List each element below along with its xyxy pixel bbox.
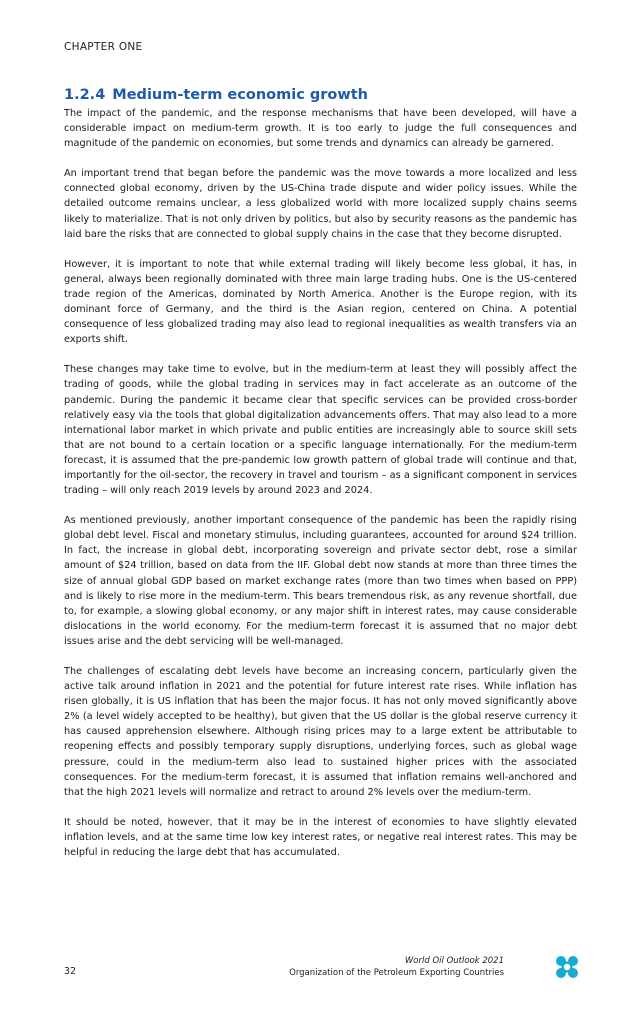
organization-name: Organization of the Petroleum Exporting Countries bbox=[289, 968, 504, 978]
paragraph-6: The challenges of escalating debt levels have become an increasing concern, particularly given the active talk around inflation in 2021 and the potential for future interest rate rises. While inflation has risen globally, it is US inflation that has been the major focus. It has not only moved significantly above 2% (a level widely accepted to be healthy), but given that the US dollar is the global reserve currency it has caused apprehension elsewhere. Although rising prices may to a large extent be attributable to reopening effects and possibly temporary supply disruptions, underlying forces, such as global wage pressure, could in the medium-term also lead to sustained higher prices with the associated consequences. For the medium-term forecast, it is assumed that inflation remains well-anchored and that the high 2021 levels will normalize and retract to around 2% levels over the medium-term. bbox=[64, 666, 577, 798]
paragraph-3: However, it is important to note that while external trading will likely become less global, it has, in general, always been regionally dominated with three main large trading hubs. One is the US-centered trade region of the Americas, dominated by North America. Another is the Europe region, with its dominant force of Germany, and the third is the Asian region, centered on China. A potential consequence of less globalized trading may also lead to regional inequalities as wealth transfers via an exports shift. bbox=[64, 258, 577, 346]
body-text bbox=[64, 106, 577, 875]
opec-logo-icon bbox=[555, 955, 579, 979]
section-heading bbox=[64, 87, 368, 103]
page-number: 32 bbox=[64, 966, 77, 977]
paragraph-7: It should be noted, however, that it may be in the interest of economies to have slightly elevated inflation levels, and at the same time low key interest rates, or negative real interest rates. This may be helpful in reducing the large debt that has accumulated. bbox=[64, 816, 577, 859]
section-number: 1.2.4 bbox=[64, 87, 106, 103]
paragraph-4: These changes may take time to evolve, but in the medium-term at least they will possibly affect the trading of goods, while the global trading in services may in fact accelerate as an outcome of the pandemic. During the pandemic it became clear that specific services can be provided cross-border relatively easy via the tools that global digitalization advancements offers. That may also lead to a more international labor market in which private and public entities are increasingly able to source skill sets that are not bound to a certain location or a specific language internationally. For the medium-term forecast, it is assumed that the pre-pandemic low growth pattern of global trade will continue and that, importantly for the oil-sector, the recovery in travel and tourism – as a significant component in services trading – will only reach 2019 levels by around 2023 and 2024. bbox=[64, 364, 577, 497]
opec-logo-graphic bbox=[555, 955, 579, 979]
paragraph-2: An important trend that began before the pandemic was the move towards a more localized and less connected global economy, driven by the US-China trade dispute and wider policy issues. While the detailed outcome remains unclear, a less globalized world with more localized supply chains seems likely to materialize. That is not only driven by politics, but also by security reasons as the pandemic has laid bare the risks that are connected to global supply chains in the case that they become disrupted. bbox=[64, 168, 577, 240]
paragraph-1: The impact of the pandemic, and the response mechanisms that have been developed, will have a considerable impact on medium-term growth. It is too early to judge the full consequences and magnitude of the pandemic on economies, but some trends and dynamics can already be garnered. bbox=[64, 108, 577, 150]
footer-publication bbox=[289, 955, 504, 979]
chapter-label: CHAPTER ONE bbox=[64, 41, 143, 53]
paragraph-5: As mentioned previously, another important consequence of the pandemic has been the rapidly rising global debt level. Fiscal and monetary stimulus, including guarantees, accounted for around $24 trillion. In fact, the increase in global debt, incorporating sovereign and private sector debt, rose a similar amount of $24 trillion, based on data from the IIF. Global debt now stands at more than three times the size of annual global GDP based on market exchange rates (more than two times when based on PPP) and is likely to rise more in the medium-term. This bears tremendous risk, as any revenue shortfall, due to, for example, a slowing global economy, or any major shift in interest rates, may cause considerable dislocations in the world economy. For the medium-term forecast it is assumed that no major debt issues arise and the debt servicing will be well-managed. bbox=[64, 515, 577, 647]
publication-title: World Oil Outlook 2021 bbox=[404, 956, 504, 966]
section-title: Medium-term economic growth bbox=[112, 87, 368, 103]
